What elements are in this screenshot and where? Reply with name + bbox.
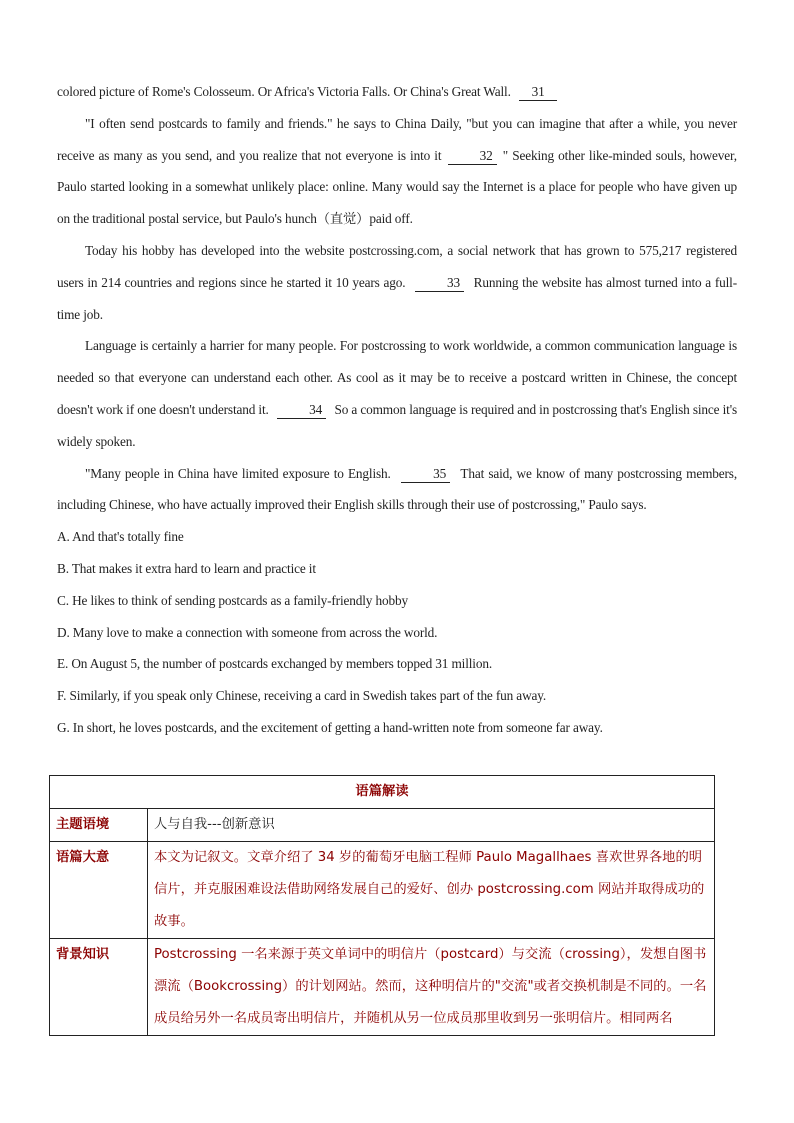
table-row — [50, 809, 715, 842]
table-row — [50, 842, 715, 939]
row-value-summary: 本文为记叙文。文章介绍了 34 岁的葡萄牙电脑工程师 Paulo Magallhaes 喜欢世界各地的明信片，并克服困难设法借助网络发展自己的爱好、创办 postcrossing.com 网站并取得成功的故事。 — [148, 842, 715, 939]
blank-32[interactable]: 32 — [448, 148, 497, 165]
row-label-background: 背景知识 — [50, 939, 148, 1036]
option-b[interactable]: B. That makes it extra hard to learn and practice it — [57, 560, 316, 576]
row-value-background: Postcrossing 一名来源于英文单词中的明信片（postcard）与交流（crossing），发想自图书漂流（Bookcrossing）的计划网站。然而，这种明信片的"交流"或者交换机制是不同的。一名成员给另外一名成员寄出明信片，并随机从另一位成员那里收到另一张明信片。相同两名 — [148, 939, 715, 1036]
blank-34[interactable]: 34 — [277, 402, 326, 419]
option-d[interactable]: D. Many love to make a connection with someone from across the world. — [57, 624, 438, 640]
passage-paragraph-4: Language is certainly a harrier for many people. For postcrossing to work worldwide, a common communication language is needed so that everyone can understand each other. As cool as it may be to receive a postcard written in Chinese, the concept doesn't work if one doesn't understand it. 34 So a common language is required and in postcrossing that's English since it's widely spoken. — [57, 338, 737, 449]
blank-35[interactable]: 35 — [401, 466, 450, 483]
option-g[interactable]: G. In short, he loves postcards, and the excitement of getting a hand-written note from someone far away. — [57, 719, 603, 735]
row-label-summary: 语篇大意 — [50, 842, 148, 939]
passage-paragraph-5: "Many people in China have limited exposure to English. 35 That said, we know of many postcrossing members, including Chinese, who have actually improved their English skills through their use of postcrossing," Paulo says. — [57, 465, 738, 513]
passage-paragraph-3: Today his hobby has developed into the website postcrossing.com, a social network that has grown to 575,217 registered users in 214 countries and regions since he started it 10 years ago. 33 Running the website has almost turned into a full-time job. — [57, 242, 737, 322]
table-title: 语篇解读 — [50, 776, 715, 809]
passage-paragraph-2: "I often send postcards to family and friends." he says to China Daily, "but you can imagine that after a while, you never receive as many as you send, and you realize that not everyone is into it 32 " Seeking other like-minded souls, however, Paulo started looking in a somewhat unlikely place: online. Many would say the Internet is a place for people who have given up on the traditional postal service, but Paulo's hunch（直觉）paid off. — [57, 115, 737, 227]
discourse-analysis-table — [49, 775, 715, 1036]
blank-33[interactable]: 33 — [415, 275, 464, 292]
table-row — [50, 939, 715, 1036]
option-e[interactable]: E. On August 5, the number of postcards exchanged by members topped 31 million. — [57, 656, 492, 672]
row-value-theme: 人与自我---创新意识 — [148, 809, 715, 842]
passage-page — [57, 0, 737, 744]
row-label-theme: 主题语境 — [50, 809, 148, 842]
option-a[interactable]: A. And that's totally fine — [57, 529, 184, 545]
table-row — [50, 776, 715, 809]
option-f[interactable]: F. Similarly, if you speak only Chinese, receiving a card in Swedish takes part of the fun away. — [57, 688, 547, 704]
passage-paragraph-1: colored picture of Rome's Colosseum. Or Africa's Victoria Falls. Or China's Great Wall. 31 — [57, 0, 737, 108]
blank-31[interactable]: 31 — [519, 84, 557, 101]
option-c[interactable]: C. He likes to think of sending postcards as a family-friendly hobby — [57, 592, 408, 608]
answer-options — [57, 521, 737, 744]
